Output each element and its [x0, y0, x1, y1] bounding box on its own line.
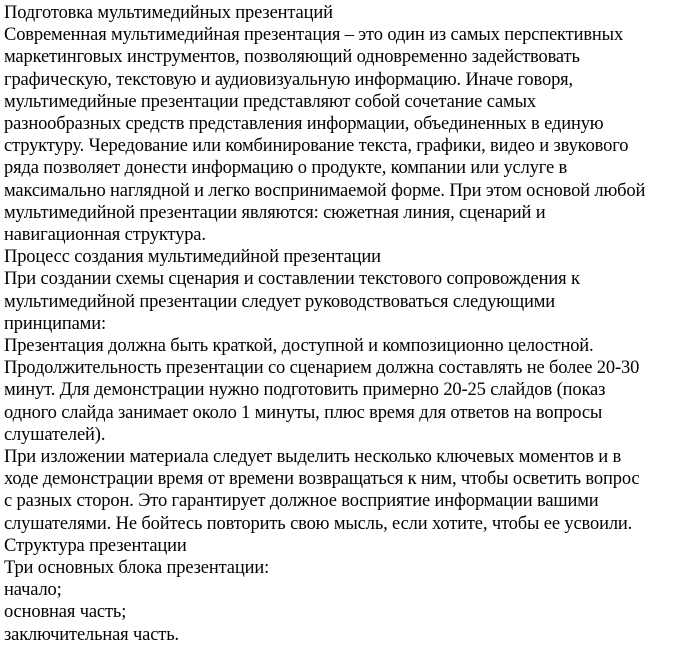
- paragraph-intro-line: разнообразных средств представления информации, объединенных в единую: [4, 114, 604, 135]
- paragraph-duration-line: слушателей).: [4, 424, 106, 445]
- paragraph-key-points-line: с разных сторон. Это гарантирует должное восприятие информации вашими: [4, 491, 599, 512]
- paragraph-principles-line: мультимедийной презентации следует руководствоваться следующими: [4, 291, 555, 312]
- list-item-main-part: основная часть;: [4, 602, 127, 623]
- paragraph-intro-line: мультимедийной презентации являются: сюжетная линия, сценарий и: [4, 202, 546, 223]
- list-item-beginning: начало;: [4, 580, 62, 601]
- heading-presentation-structure: Структура презентации: [4, 535, 187, 556]
- heading-presentation-preparation: Подготовка мультимедийных презентаций: [4, 3, 333, 23]
- paragraph-principles-line: При создании схемы сценария и составлении текстового сопровождения к: [4, 269, 580, 290]
- paragraph-intro-line: навигационная структура.: [4, 225, 206, 246]
- paragraph-intro-line: графическую, текстовую и аудиовизуальную информацию. Иначе говоря,: [4, 69, 574, 90]
- paragraph-key-points-line: ходе демонстрации время от времени возвращаться к ним, чтобы осветить вопрос: [4, 469, 640, 490]
- paragraph-duration-line: Продолжительность презентации со сценарием должна составлять не более 20-30: [4, 358, 640, 379]
- paragraph-principles-line: принципами:: [4, 313, 106, 334]
- paragraph-duration-line: одного слайда занимает около 1 минуты, плюс время для ответов на вопросы: [4, 402, 603, 423]
- paragraph-duration-line: минут. Для демонстрации нужно подготовить примерно 20-25 слайдов (показ: [4, 380, 606, 401]
- paragraph-key-points-line: При изложении материала следует выделить несколько ключевых моментов и в: [4, 447, 622, 468]
- list-item-final-part: заключительная часть.: [4, 624, 179, 645]
- paragraph-key-points-line: слушателями. Не бойтесь повторить свою мысль, если хотите, чтобы ее усвоили.: [4, 513, 633, 534]
- paragraph-intro-line: структуру. Чередование или комбинирование текста, графики, видео и звукового: [4, 136, 629, 157]
- paragraph-intro-line: мультимедийные презентации представляют собой сочетание самых: [4, 91, 536, 112]
- paragraph-brevity-line: Презентация должна быть краткой, доступной и композиционно целостной.: [4, 336, 594, 357]
- paragraph-intro-line: Современная мультимедийная презентация – это один из самых перспективных: [4, 25, 624, 46]
- paragraph-blocks-intro: Три основных блока презентации:: [4, 558, 270, 579]
- paragraph-intro-line: маркетинговых инструментов, позволяющий одновременно задействовать: [4, 47, 580, 68]
- heading-creation-process: Процесс создания мультимедийной презентации: [4, 247, 381, 268]
- paragraph-intro-line: ряда позволяет донести информацию о продукте, компании или услуге в: [4, 158, 568, 179]
- paragraph-intro-line: максимально наглядной и легко воспринимаемой форме. При этом основой любой: [4, 180, 646, 201]
